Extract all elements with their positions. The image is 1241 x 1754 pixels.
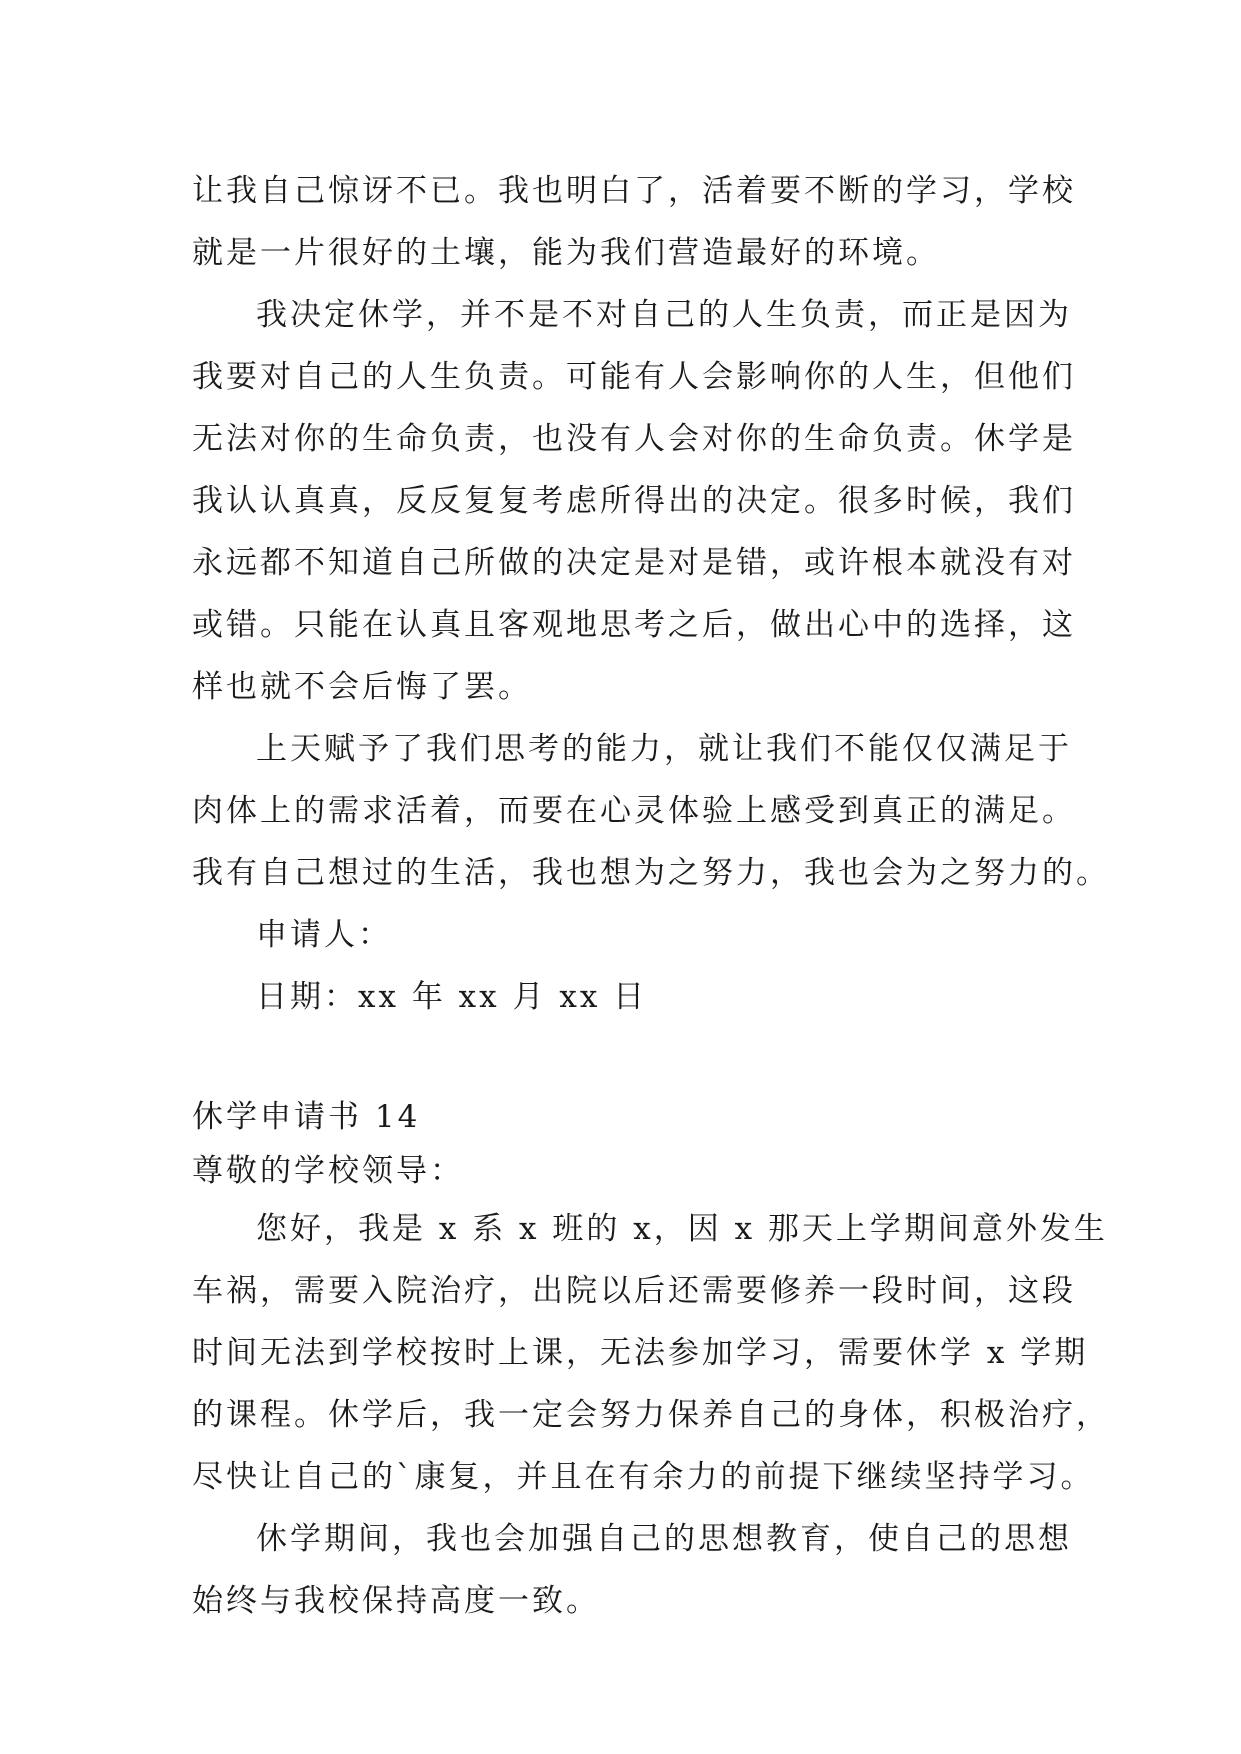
date-line: 日期：xx 年 xx 月 xx 日	[256, 979, 648, 1015]
text-line: 我要对自己的人生负责。可能有人会影响你的人生，但他们	[192, 359, 1076, 395]
text-line: 我有自己想过的生活，我也想为之努力，我也会为之努力的。	[192, 855, 1110, 891]
text-line: 休学期间，我也会加强自己的思想教育，使自己的思想	[256, 1521, 1072, 1557]
text-line: 肉体上的需求活着，而要在心灵体验上感受到真正的满足。	[192, 793, 1076, 829]
text-line: 永远都不知道自己所做的决定是对是错，或许根本就没有对	[192, 545, 1076, 581]
section-gap	[192, 1028, 1060, 1090]
salutation: 尊敬的学校领导：	[192, 1153, 464, 1189]
text-line: 让我自己惊讶不已。我也明白了，活着要不断的学习，学校	[192, 173, 1076, 209]
text-line: 上天赋予了我们思考的能力，就让我们不能仅仅满足于	[256, 731, 1072, 767]
applicant-label: 申请人：	[256, 917, 392, 953]
text-line: 始终与我校保持高度一致。	[192, 1583, 600, 1619]
text-line: 样也就不会后悔了罢。	[192, 669, 532, 705]
text-line: 我决定休学，并不是不对自己的人生负责，而正是因为	[256, 297, 1072, 333]
document-body	[192, 160, 1110, 1632]
text-line: 时间无法到学校按时上课，无法参加学习，需要休学 x 学期	[192, 1335, 1089, 1371]
text-line: 我认认真真，反反复复考虑所得出的决定。很多时候，我们	[192, 483, 1076, 519]
text-line: 就是一片很好的土壤，能为我们营造最好的环境。	[192, 235, 940, 271]
text-line: 尽快让自己的`康复，并且在有余力的前提下继续坚持学习。	[192, 1459, 1095, 1495]
text-line: 的课程。休学后，我一定会努力保养自己的身体，积极治疗，	[192, 1397, 1110, 1433]
document-title: 休学申请书 14	[192, 1099, 421, 1135]
text-line: 无法对你的生命负责，也没有人会对你的生命负责。休学是	[192, 421, 1076, 457]
text-line: 您好，我是 x 系 x 班的 x，因 x 那天上学期间意外发生	[256, 1211, 1108, 1247]
text-line: 或错。只能在认真且客观地思考之后，做出心中的选择，这	[192, 607, 1076, 643]
text-line: 车祸，需要入院治疗，出院以后还需要修养一段时间，这段	[192, 1273, 1076, 1309]
